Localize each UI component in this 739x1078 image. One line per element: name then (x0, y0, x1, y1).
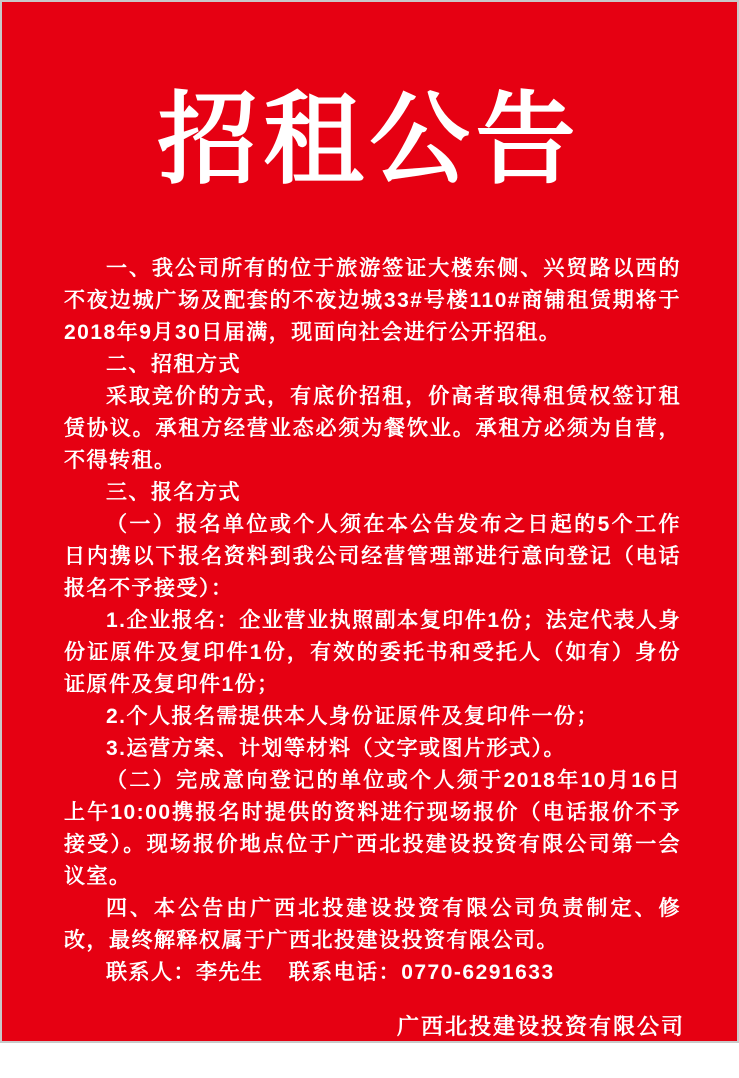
paragraph-requirement-2: 2.个人报名需提供本人身份证原件及复印件一份； (106, 705, 600, 728)
paragraph-section-3-item-1: （一）报名单位或个人须在本公告发布之日起的5个工作日内携以下报名资料到我公司经营管理部进行意向登记（电话报名不予接受）： (64, 513, 681, 600)
contact-person-label: 联系人： (106, 961, 196, 984)
poster-title: 招租公告 (157, 85, 582, 196)
signature-company-name: 广西北投建设投资有限公司 (396, 1014, 685, 1039)
section-heading-3: 三、报名方式 (106, 481, 241, 504)
announcement-body (2, 253, 737, 989)
signature-date: 2018年9月30日 (455, 1048, 627, 1073)
paragraph-section-1: 一、我公司所有的位于旅游签证大楼东侧、兴贸路以西的不夜边城广场及配套的不夜边城33#号楼110#商铺租赁期将于2018年9月30日届满，现面向社会进行公开招租。 (64, 257, 681, 344)
paragraph-section-4: 四、本公告由广西北投建设投资有限公司负责制定、修改，最终解释权属于广西北投建设投资有限公司。 (64, 897, 681, 952)
contact-phone-label: 联系电话： (288, 961, 402, 984)
contact-person-name: 李先生 (196, 961, 264, 984)
signature-block (2, 1010, 737, 1078)
paragraph-requirement-3: 3.运营方案、计划等材料（文字或图片形式）。 (106, 737, 567, 760)
section-heading-2: 二、招租方式 (106, 353, 241, 376)
paragraph-section-3-item-2: （二）完成意向登记的单位或个人须于2018年10月16日上午10:00携报名时提供的资料进行现场报价（电话报价不予接受）。现场报价地点位于广西北投建设投资有限公司第一会议室。 (64, 769, 681, 888)
paragraph-requirement-1: 1.企业报名：企业营业执照副本复印件1份；法定代表人身份证原件及复印件1份，有效的委托书和受托人（如有）身份证原件及复印件1份； (64, 609, 681, 696)
paragraph-section-2: 采取竞价的方式，有底价招租，价高者取得租赁权签订租赁协议。承租方经营业态必须为餐饮业。承租方必须为自营，不得转租。 (64, 385, 681, 472)
contact-line (64, 957, 681, 989)
contact-phone-number: 0770-6291633 (401, 961, 555, 984)
